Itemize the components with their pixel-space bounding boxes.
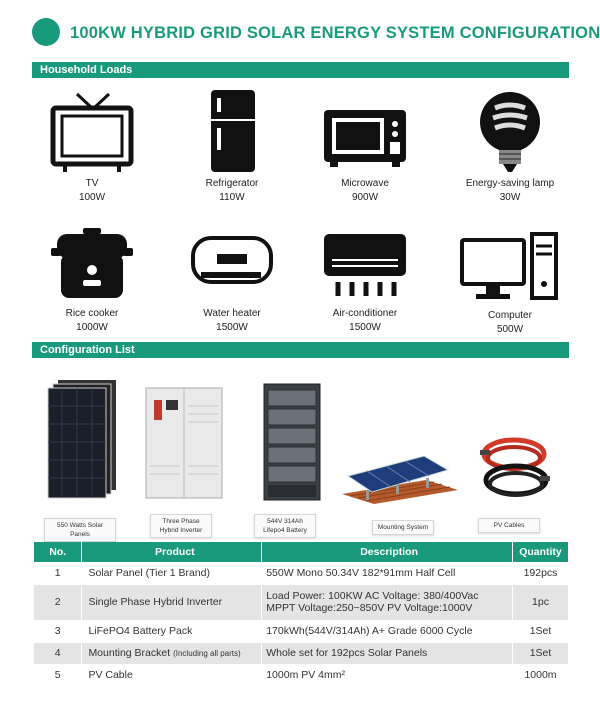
load-name: Computer — [488, 310, 532, 321]
load-computer — [440, 226, 580, 335]
cell-quantity: 1000m — [512, 664, 568, 686]
cell-quantity: 1Set — [512, 620, 568, 642]
water-heater-icon — [187, 224, 277, 304]
air-conditioner-icon — [320, 224, 410, 304]
cell-product: Single Phase Hybrid Inverter — [82, 584, 262, 620]
configuration-table — [34, 542, 569, 687]
refrigerator-icon — [187, 88, 277, 174]
product-label-line2: Hybrid Inverter — [159, 527, 203, 534]
product-label-battery — [254, 514, 316, 538]
cell-quantity: 1pc — [512, 584, 568, 620]
cell-description: 1000m PV 4mm² — [262, 664, 513, 686]
load-water-heater — [162, 224, 302, 333]
page-title: 100KW HYBRID GRID SOLAR ENERGY SYSTEM CONFIGURATION — [70, 24, 600, 42]
table-row — [34, 664, 569, 686]
product-label-mounting-system: Mounting System — [372, 520, 434, 535]
product-label-hybrid-inverter — [150, 514, 212, 538]
load-name: TV — [85, 178, 99, 189]
table-row — [34, 584, 569, 620]
cell-description: 170kWh(544V/314Ah) A+ Grade 6000 Cycle — [262, 620, 513, 642]
product-label-line1: Three Phase — [162, 518, 200, 525]
rice-cooker-icon — [47, 224, 137, 304]
cell-no: 3 — [34, 620, 82, 642]
cell-no: 2 — [34, 584, 82, 620]
hybrid-inverter-image — [144, 386, 224, 502]
cell-no: 5 — [34, 664, 82, 686]
cell-no: 1 — [34, 562, 82, 584]
load-name: Energy-saving lamp — [465, 178, 555, 189]
tv-icon — [47, 90, 137, 174]
load-name: Air-conditioner — [332, 308, 398, 319]
solar-panel-image — [44, 380, 120, 502]
load-energy-saving-lamp — [440, 90, 580, 203]
lamp-icon — [465, 90, 555, 174]
product-label-pv-cables: PV Cables — [478, 518, 540, 533]
load-watt: 1000W — [76, 322, 108, 333]
cell-product: Solar Panel (Tier 1 Brand) — [82, 562, 262, 584]
cell-quantity: 1Set — [512, 642, 568, 664]
column-header-description: Description — [262, 542, 513, 562]
load-watt: 1500W — [216, 322, 248, 333]
description-line2: MPPT Voltage:250~850V PV Voltage:1000V — [266, 602, 473, 614]
table-row — [34, 642, 569, 664]
load-name: Rice cooker — [65, 308, 119, 319]
cell-description: 550W Mono 50.34V 182*91mm Half Cell — [262, 562, 513, 584]
table-header-row — [34, 542, 569, 562]
title-dot-icon — [32, 18, 60, 46]
load-watt: 110W — [219, 192, 245, 203]
description-line1: Load Power: 100KW AC Voltage: 380/400Vac — [266, 590, 479, 602]
load-refrigerator — [162, 88, 302, 203]
load-watt: 30W — [499, 192, 521, 203]
load-name: Microwave — [341, 178, 389, 189]
column-header-quantity: Quantity — [512, 542, 568, 562]
table-row — [34, 620, 569, 642]
computer-icon — [460, 226, 560, 306]
column-header-product: Product — [82, 542, 262, 562]
product-note: (Including all parts) — [173, 649, 241, 658]
load-tv — [22, 90, 162, 203]
load-watt: 100W — [78, 192, 106, 203]
load-rice-cooker — [22, 224, 162, 333]
cell-description: Whole set for 192pcs Solar Panels — [262, 642, 513, 664]
microwave-icon — [320, 92, 410, 174]
section-household-loads: Household Loads — [32, 62, 569, 78]
cell-no: 4 — [34, 642, 82, 664]
product-label-solar-panels: 550 Watts Solar Panels — [44, 518, 116, 542]
cell-product — [82, 642, 262, 664]
product-label-line1: 544V 314Ah — [267, 518, 303, 525]
load-name: Water heater — [203, 308, 261, 319]
mounting-system-image — [336, 450, 464, 506]
load-air-conditioner — [295, 224, 435, 333]
load-microwave — [295, 92, 435, 203]
table-row — [34, 562, 569, 584]
cell-description — [262, 584, 513, 620]
product-label-line2: Lifepo4 Battery — [263, 527, 307, 534]
section-configuration-list: Configuration List — [32, 342, 569, 358]
cell-product: PV Cable — [82, 664, 262, 686]
cell-product: LiFePO4 Battery Pack — [82, 620, 262, 642]
pv-cables-image — [478, 430, 552, 504]
header — [32, 16, 600, 52]
cell-quantity: 192pcs — [512, 562, 568, 584]
load-watt: 1500W — [349, 322, 381, 333]
battery-image — [262, 382, 322, 502]
product-name: Mounting Bracket — [88, 647, 171, 659]
load-watt: 500W — [496, 324, 524, 335]
load-name: Refrigerator — [205, 178, 259, 189]
column-header-no: No. — [34, 542, 82, 562]
load-watt: 900W — [351, 192, 379, 203]
